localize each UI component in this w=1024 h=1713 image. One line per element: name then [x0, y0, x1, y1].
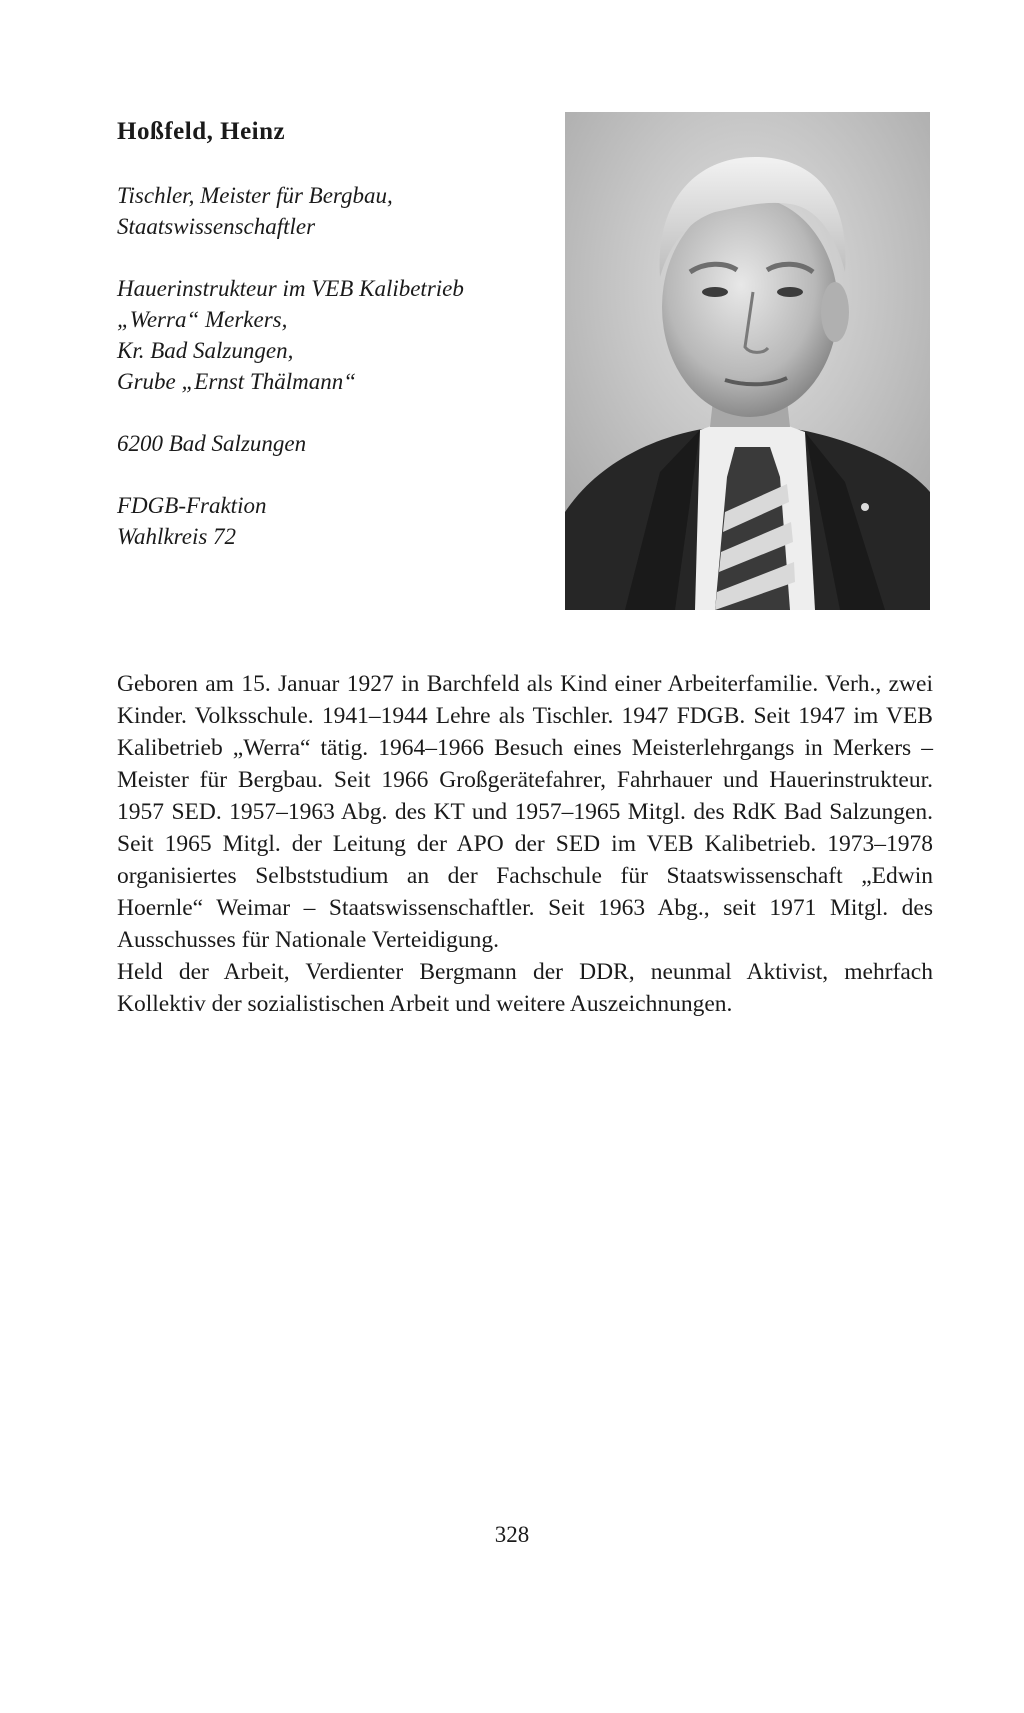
biography-paragraph: Held der Arbeit, Verdienter Bergmann der DDR, neunmal Aktivist, mehrfach Kollektiv der sozialistischen Arbeit und weitere Auszeichnungen.: [117, 959, 933, 1017]
portrait-photo: [565, 112, 930, 610]
workplace-line: Hauerinstrukteur im VEB Kalibetrieb: [117, 276, 464, 301]
profession-line: Tischler, Meister für Bergbau,: [117, 183, 393, 208]
workplace-line: Grube „Ernst Thälmann“: [117, 369, 356, 394]
biography-paragraph: Geboren am 15. Januar 1927 in Barchfeld als Kind einer Arbeiterfamilie. Verh., zwei Kinder. Volksschule. 1941–1944 Lehre als Tischler. 1947 FDGB. Seit 1947 im VEB Kalibetrieb „Werra“ tätig. 1964–1966 Besuch eines Meisterlehrgangs in Merkers – Meister für Bergbau. Seit 1966 Großgerätefahrer, Fahrhauer und Hauerinstrukteur. 1957 SED. 1957–1963 Abg. des KT und 1957–1965 Mitgl. des RdK Bad Salzungen. Seit 1965 Mitgl. der Leitung der APO der SED im VEB Kalibetrieb. 1973–1978 organisiertes Selbststudium an der Fachschule für Staatswissenschaft „Edwin Hoernle“ Weimar – Staatswissenschaftler. Seit 1963 Abg., seit 1971 Mitgl. des Ausschusses für Nationale Verteidigung.: [117, 671, 933, 953]
faction-block: [117, 490, 557, 552]
profession-line: Staatswissenschaftler: [117, 214, 316, 239]
portrait-illustration: [565, 112, 930, 610]
page-number: 328: [494, 1522, 530, 1547]
biography: [117, 668, 933, 1020]
address-block: [117, 428, 557, 459]
workplace-line: Kr. Bad Salzungen,: [117, 338, 294, 363]
profession-block: [117, 180, 557, 242]
person-name: Hoßfeld, Heinz: [117, 118, 286, 145]
faction-line: FDGB-Fraktion: [117, 493, 267, 518]
workplace-line: „Werra“ Merkers,: [117, 307, 288, 332]
address-line: 6200 Bad Salzungen: [117, 431, 307, 456]
workplace-block: [117, 273, 557, 397]
person-info: [117, 180, 557, 583]
constituency-line: Wahlkreis 72: [117, 524, 237, 549]
